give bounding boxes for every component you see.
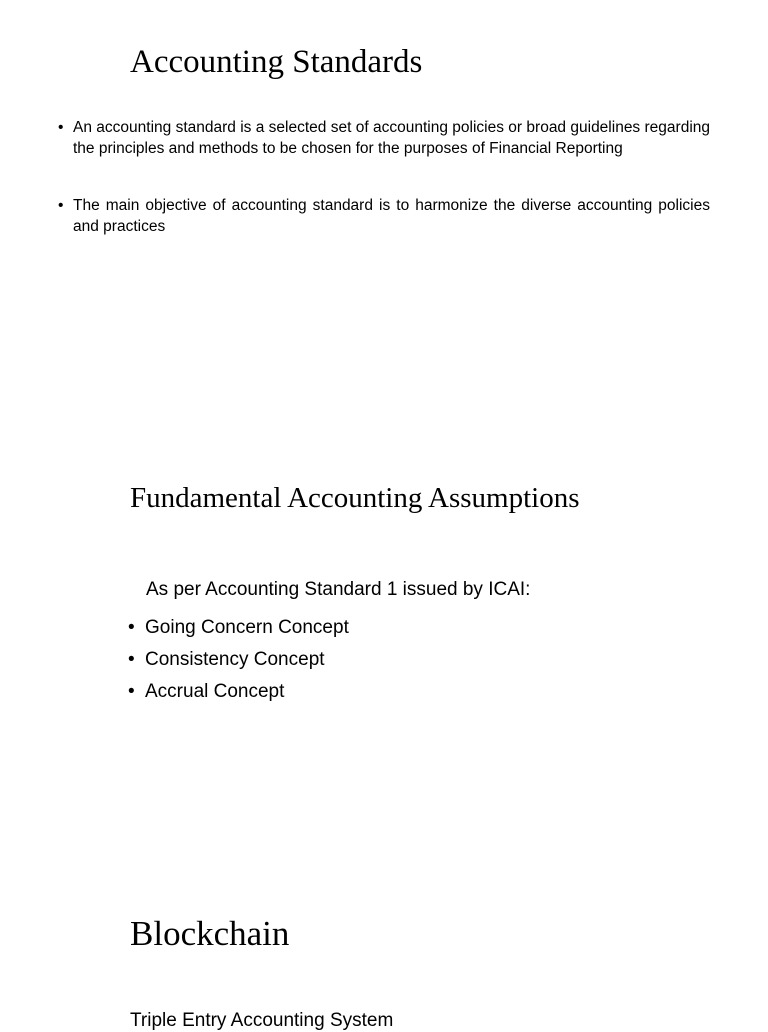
bullet-text: Consistency Concept — [145, 649, 325, 670]
bullet-icon: • — [58, 119, 64, 136]
list-item — [128, 644, 349, 676]
assumptions-intro-text: As per Accounting Standard 1 issued by ICAI: — [146, 579, 531, 600]
list-item — [58, 118, 710, 159]
bullet-icon: • — [128, 681, 135, 702]
section-title-accounting-standards: Accounting Standards — [130, 44, 423, 80]
bullet-text: The main objective of accounting standard is to harmonize the diverse accounting policies and practices — [73, 197, 710, 235]
section-title-fundamental-assumptions: Fundamental Accounting Assumptions — [130, 482, 580, 514]
bullet-icon: • — [128, 649, 135, 670]
bullet-icon: • — [58, 197, 64, 214]
bullet-text: Going Concern Concept — [145, 617, 349, 638]
assumptions-bullet-list — [128, 612, 349, 708]
bullet-icon: • — [128, 617, 135, 638]
blockchain-subtitle: Triple Entry Accounting System — [130, 1010, 394, 1031]
section-title-blockchain: Blockchain — [130, 914, 290, 953]
bullet-text: Accrual Concept — [145, 681, 285, 702]
bullet-text: An accounting standard is a selected set of accounting policies or broad guidelines regarding the principles and methods to be chosen for the purposes of Financial Reporting — [73, 119, 710, 157]
list-item — [128, 612, 349, 644]
list-item — [128, 676, 349, 708]
list-item — [58, 196, 710, 237]
accounting-standards-bullet-list — [58, 118, 710, 237]
